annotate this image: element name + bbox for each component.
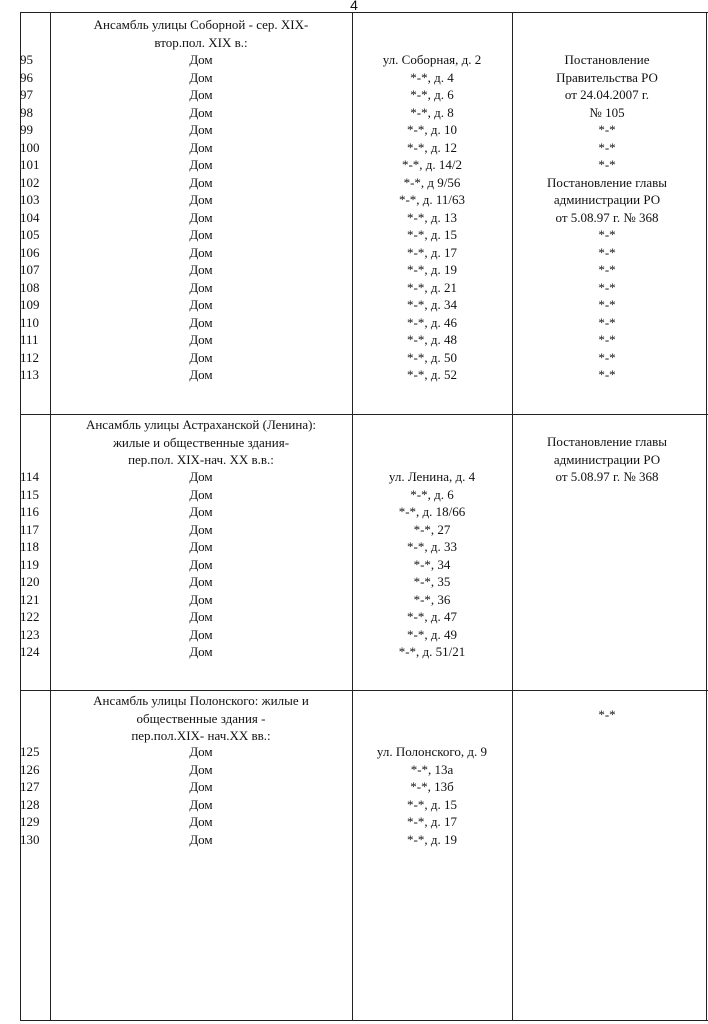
- section-rows: [0, 468, 708, 661]
- table-row: [0, 296, 708, 314]
- section-rows: [0, 51, 708, 384]
- object-address: *-*, д. 34: [407, 297, 457, 312]
- row-number: 104: [20, 209, 40, 225]
- row-number: 120: [20, 574, 40, 589]
- table-row: [0, 244, 708, 262]
- row-number: 99: [20, 122, 33, 137]
- legal-document: № 105: [589, 104, 625, 120]
- table-row: [0, 761, 708, 779]
- object-type: Дом: [189, 297, 213, 312]
- legal-document: *-*: [598, 332, 616, 347]
- legal-document: *-*: [598, 297, 616, 312]
- table-border-top: [20, 12, 708, 13]
- object-type: Дом: [189, 279, 213, 295]
- object-type: Дом: [189, 591, 213, 607]
- object-type: Дом: [189, 521, 213, 537]
- row-number: 109: [20, 297, 40, 312]
- legal-document: администрации РО: [553, 192, 661, 207]
- table-row: [0, 538, 708, 556]
- object-address: *-*, д. 15: [407, 796, 457, 812]
- row-number: 102: [20, 174, 40, 190]
- row-number: 113: [20, 367, 40, 382]
- object-address: *-*, д. 48: [407, 332, 457, 347]
- object-address: *-*, д. 46: [407, 314, 457, 330]
- row-number: 124: [20, 644, 40, 659]
- table-row: [0, 69, 708, 87]
- row-number: 103: [20, 192, 40, 207]
- table-row: [0, 573, 708, 591]
- row-number: 107: [20, 262, 40, 277]
- legal-document: *-*: [598, 349, 616, 365]
- row-number: 112: [20, 349, 40, 365]
- object-address: *-*, д. 15: [407, 227, 457, 242]
- object-address: *-*, 35: [413, 574, 451, 589]
- legal-document: Постановление главы: [546, 174, 667, 190]
- object-type: Дом: [189, 122, 213, 137]
- object-type: Дом: [189, 52, 213, 67]
- table-row: [0, 174, 708, 192]
- object-type: Дом: [189, 157, 213, 172]
- table-row: [0, 349, 708, 367]
- object-type: Дом: [189, 367, 213, 382]
- object-address: *-*, д. 6: [410, 87, 454, 102]
- row-number: 106: [20, 244, 40, 260]
- section-title: [50, 692, 352, 745]
- object-type: Дом: [189, 192, 213, 207]
- object-type: Дом: [189, 539, 213, 554]
- row-number: 125: [20, 744, 40, 759]
- object-type: Дом: [189, 209, 213, 225]
- row-number: 121: [20, 591, 40, 607]
- object-type: Дом: [189, 244, 213, 260]
- object-address: *-*, д. 21: [407, 279, 457, 295]
- object-type: Дом: [189, 761, 213, 777]
- object-type: Дом: [189, 486, 213, 502]
- legal-document: *-*: [598, 157, 616, 172]
- legal-document-block: [512, 706, 702, 724]
- row-number: 105: [20, 227, 40, 242]
- object-address: *-*, д. 10: [407, 122, 457, 137]
- object-address: *-*, 13б: [410, 779, 454, 794]
- section-title: [50, 416, 352, 469]
- object-address: *-*, д. 19: [407, 831, 457, 847]
- row-number: 128: [20, 796, 40, 812]
- object-type: Дом: [189, 174, 213, 190]
- section-title-line: жилые и общественные здания-: [112, 434, 290, 450]
- legal-document-line: от 5.08.97 г. № 368: [555, 469, 659, 484]
- legal-document-line: администрации РО: [553, 451, 661, 467]
- object-type: Дом: [189, 556, 213, 572]
- table-row: [0, 486, 708, 504]
- legal-document: *-*: [598, 244, 616, 260]
- object-address: *-*, д. 17: [407, 814, 457, 829]
- row-number: 130: [20, 831, 40, 847]
- row-number: 126: [20, 761, 40, 777]
- legal-document: от 24.04.2007 г.: [564, 87, 650, 102]
- object-address: *-*, д. 47: [407, 609, 457, 624]
- table-row: [0, 743, 708, 761]
- table-row: [0, 314, 708, 332]
- object-type: Дом: [189, 349, 213, 365]
- legal-document-line: Постановление главы: [546, 434, 667, 449]
- row-number: 123: [20, 626, 40, 642]
- object-address: *-*, д. 14/2: [401, 157, 463, 172]
- row-number: 117: [20, 521, 40, 537]
- object-type: Дом: [189, 469, 213, 484]
- object-address: *-*, д. 33: [407, 539, 457, 554]
- table-row: [0, 366, 708, 384]
- section-title-line: общественные здания -: [136, 710, 266, 726]
- row-number: 118: [20, 539, 40, 554]
- legal-document: от 5.08.97 г. № 368: [555, 209, 659, 225]
- table-row: [0, 279, 708, 297]
- table-row: [0, 209, 708, 227]
- object-address: ул. Ленина, д. 4: [388, 469, 476, 484]
- legal-document: *-*: [598, 227, 616, 242]
- object-type: Дом: [189, 814, 213, 829]
- legal-document: Правительства РО: [556, 69, 658, 85]
- table-border-bottom: [20, 1020, 708, 1021]
- legal-document: *-*: [598, 279, 616, 295]
- table-row: [0, 121, 708, 139]
- object-address: *-*, д. 8: [410, 104, 454, 120]
- table-row: [0, 608, 708, 626]
- object-address: *-*, д 9/56: [403, 174, 461, 190]
- table-row: [0, 778, 708, 796]
- table-row: [0, 796, 708, 814]
- object-type: Дом: [189, 796, 213, 812]
- object-type: Дом: [189, 574, 213, 589]
- legal-document: Постановление: [564, 52, 650, 67]
- section-title-line: Ансамбль улицы Астраханской (Ленина):: [85, 417, 317, 432]
- row-number: 97: [20, 87, 33, 102]
- table-row: [0, 626, 708, 644]
- object-address: *-*, 34: [413, 556, 451, 572]
- section-title-line: Ансамбль улицы Полонского: жилые и: [93, 693, 309, 708]
- object-address: *-*, д. 19: [407, 262, 457, 277]
- page-number: 4: [350, 0, 358, 13]
- object-address: *-*, д. 6: [410, 486, 454, 502]
- legal-document: *-*: [598, 262, 616, 277]
- row-number: 108: [20, 279, 40, 295]
- table-row: [0, 139, 708, 157]
- table-row: [0, 261, 708, 279]
- row-number: 127: [20, 779, 40, 794]
- section-title: [50, 16, 352, 51]
- row-number: 101: [20, 157, 40, 172]
- object-type: Дом: [189, 504, 213, 519]
- section-title-line: пер.пол. XIX-нач. XX в.в.:: [128, 452, 274, 467]
- table-row: [0, 51, 708, 69]
- table-row: [0, 521, 708, 539]
- row-number: 129: [20, 814, 40, 829]
- object-address: *-*, д. 49: [407, 626, 457, 642]
- object-type: Дом: [189, 744, 213, 759]
- row-number: 116: [20, 504, 40, 519]
- object-address: *-*, д. 11/63: [398, 192, 466, 207]
- table-row: [0, 831, 708, 849]
- row-number: 100: [20, 139, 40, 155]
- table-row: [0, 191, 708, 209]
- legal-document: *-*: [598, 367, 616, 382]
- table-row: [0, 468, 708, 486]
- row-number: 96: [20, 69, 33, 85]
- section-title-line: Ансамбль улицы Соборной - сер. XIX-: [93, 17, 309, 32]
- table-row: [0, 104, 708, 122]
- table-row: [0, 556, 708, 574]
- object-type: Дом: [189, 831, 213, 847]
- table-row: [0, 226, 708, 244]
- row-number: 95: [20, 52, 33, 67]
- row-number: 115: [20, 486, 40, 502]
- object-type: Дом: [189, 69, 213, 85]
- object-type: Дом: [189, 314, 213, 330]
- section-title-line: пер.пол.XIX- нач.XX вв.:: [131, 728, 271, 743]
- row-number: 98: [20, 104, 33, 120]
- section-rows: [0, 743, 708, 848]
- object-type: Дом: [189, 644, 213, 659]
- legal-document: *-*: [598, 122, 616, 137]
- object-address: ул. Полонского, д. 9: [376, 744, 488, 759]
- object-type: Дом: [189, 609, 213, 624]
- object-type: Дом: [189, 104, 213, 120]
- section-title-line: втор.пол. XIX в.:: [154, 34, 248, 50]
- table-row: [0, 813, 708, 831]
- object-address: *-*, д. 17: [407, 244, 457, 260]
- object-type: Дом: [189, 87, 213, 102]
- object-address: *-*, д. 4: [410, 69, 454, 85]
- table-row: [0, 156, 708, 174]
- section-divider: [20, 414, 708, 415]
- object-address: *-*, д. 13: [407, 209, 457, 225]
- table-row: [0, 503, 708, 521]
- table-row: [0, 331, 708, 349]
- object-address: *-*, 13а: [410, 761, 454, 777]
- object-address: *-*, д. 18/66: [398, 504, 466, 519]
- table-row: [0, 591, 708, 609]
- object-address: *-*, 36: [413, 591, 451, 607]
- legal-document-line: *-*: [598, 707, 616, 722]
- object-type: Дом: [189, 227, 213, 242]
- object-address: *-*, д. 50: [407, 349, 457, 365]
- object-type: Дом: [189, 779, 213, 794]
- row-number: 111: [20, 332, 39, 347]
- object-type: Дом: [189, 139, 213, 155]
- object-address: *-*, д. 51/21: [398, 644, 466, 659]
- object-address: *-*, д. 52: [407, 367, 457, 382]
- table-row: [0, 86, 708, 104]
- object-address: *-*, д. 12: [407, 139, 457, 155]
- section-divider: [20, 690, 708, 691]
- object-type: Дом: [189, 262, 213, 277]
- object-type: Дом: [189, 332, 213, 347]
- row-number: 110: [20, 314, 40, 330]
- object-address: *-*, 27: [413, 521, 451, 537]
- row-number: 119: [20, 556, 40, 572]
- object-address: ул. Соборная, д. 2: [382, 52, 482, 67]
- object-type: Дом: [189, 626, 213, 642]
- legal-document: *-*: [598, 314, 616, 330]
- table-row: [0, 643, 708, 661]
- row-number: 114: [20, 469, 40, 484]
- legal-document: *-*: [598, 139, 616, 155]
- row-number: 122: [20, 609, 40, 624]
